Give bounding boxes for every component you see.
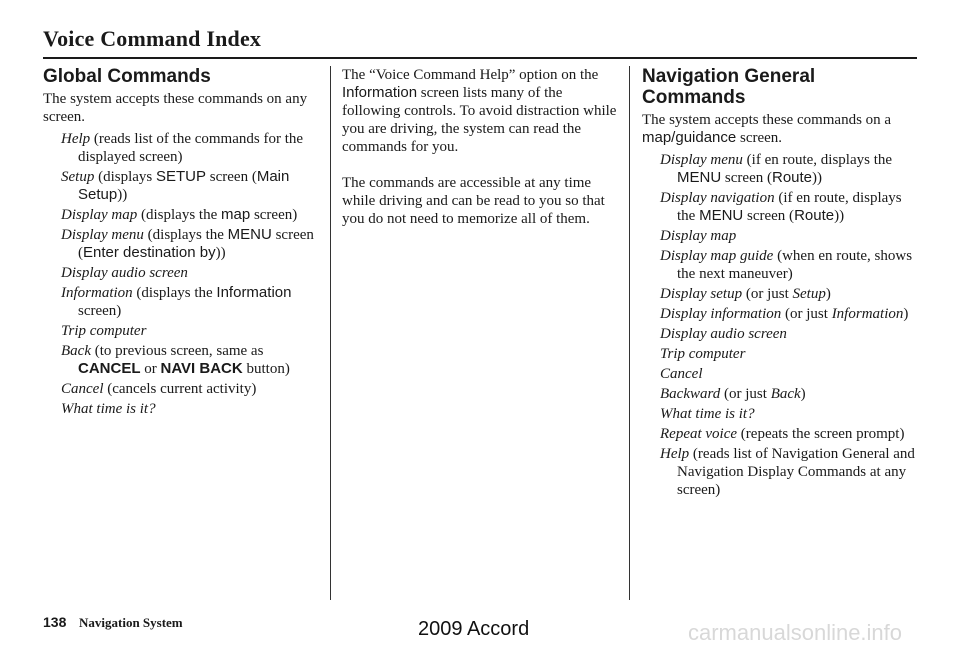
global-commands-list [43, 130, 323, 418]
command-item [642, 151, 918, 187]
text-run: screen ( [743, 208, 795, 224]
navigation-commands-list [642, 151, 918, 499]
command-item [642, 227, 918, 245]
command-name: What time is it? [61, 401, 156, 417]
text-run: The “Voice Command Help” option on the [342, 67, 599, 83]
text-run: )) [834, 208, 845, 224]
command-name: Trip computer [660, 346, 746, 362]
command-alias: Information [831, 306, 904, 322]
model-watermark: 2009 Accord [418, 618, 530, 640]
command-alias: Setup [792, 286, 826, 302]
text-run: (reads list of Navigation General and Navigation Display Commands at any screen) [677, 446, 915, 498]
text-run: The system accepts these commands on a [642, 112, 892, 128]
global-commands-column [43, 66, 323, 420]
text-run: (reads list of the commands for the displayed screen) [78, 131, 304, 165]
text-run: screen ( [78, 227, 314, 261]
command-item [43, 284, 323, 320]
command-item [642, 189, 918, 225]
command-name: Trip computer [61, 323, 147, 339]
command-name: Display setup [660, 286, 743, 302]
text-run: (displays the [143, 227, 228, 243]
command-item [642, 405, 918, 423]
screen-name: Main Setup [78, 168, 290, 203]
command-item [642, 385, 918, 403]
button-name: NAVI BACK [160, 360, 243, 377]
command-item [43, 342, 323, 378]
help-text-column [342, 66, 618, 246]
site-watermark: carmanualsonline.info [688, 620, 903, 645]
command-item [43, 264, 323, 282]
text-run: screen ( [206, 169, 257, 185]
text-run: )) [117, 187, 128, 203]
command-item [642, 325, 918, 343]
command-item [43, 168, 323, 204]
accessibility-paragraph [342, 174, 618, 228]
command-item [642, 345, 918, 363]
screen-name: Enter destination by [83, 244, 216, 261]
global-commands-heading: Global Commands [43, 66, 211, 87]
command-name: Display map guide [660, 248, 774, 264]
command-name: Display menu [61, 227, 144, 243]
command-name: Display map [660, 228, 737, 244]
command-item [43, 226, 323, 262]
command-item [642, 445, 918, 499]
navigation-commands-heading [642, 66, 918, 108]
command-name: Help [61, 131, 91, 147]
command-name: Display information [660, 306, 782, 322]
button-name: CANCEL [78, 360, 141, 377]
text-run: ) [903, 306, 909, 322]
command-item [642, 285, 918, 303]
command-item [642, 365, 918, 383]
command-item [642, 247, 918, 283]
command-name: Cancel [660, 366, 703, 382]
text-run: (or just [742, 286, 793, 302]
text-run: (cancels current activity) [103, 381, 257, 397]
screen-name: Information [342, 84, 418, 101]
global-commands-intro: The system accepts these commands on any screen. [43, 91, 308, 125]
command-name: Backward [660, 386, 721, 402]
text-run: (if en route, displays the [677, 190, 902, 224]
navigation-heading-line2: Commands [642, 87, 746, 108]
screen-name: MENU [699, 207, 744, 224]
text-run: (to previous screen, same as [90, 343, 264, 359]
navigation-heading-line1: Navigation General [642, 66, 816, 87]
text-run: or [140, 361, 161, 377]
text-run: (if en route, displays the [742, 152, 893, 168]
text-run: (or just [781, 306, 832, 322]
screen-name: MENU [227, 226, 272, 243]
text-run: (or just [720, 386, 771, 402]
text-run: (displays the [137, 207, 221, 223]
column-divider [629, 66, 630, 600]
command-item [43, 206, 323, 224]
text-run: screen ( [721, 170, 772, 186]
text-run: (displays the [132, 285, 217, 301]
command-name: Display map [61, 207, 138, 223]
command-name: Repeat voice [660, 426, 738, 442]
footer-label: Navigation System [79, 615, 183, 630]
text-run: ) [825, 286, 831, 302]
text-run: ) [800, 386, 806, 402]
page-number: 138 [43, 614, 67, 630]
command-item [43, 322, 323, 340]
text-run: )) [215, 245, 226, 261]
command-item [43, 380, 323, 398]
command-name: Display navigation [660, 190, 775, 206]
command-item [642, 305, 918, 323]
command-name: Cancel [61, 381, 104, 397]
command-name: Display menu [660, 152, 743, 168]
command-name: What time is it? [660, 406, 755, 422]
column-divider [330, 66, 331, 600]
command-alias: Back [770, 386, 801, 402]
command-name: Back [61, 343, 91, 359]
navigation-commands-column [642, 66, 918, 501]
text-run: screen. [736, 130, 783, 146]
text-run: button) [242, 361, 290, 377]
text-run: )) [812, 170, 823, 186]
command-name: Display audio screen [660, 326, 787, 342]
screen-name: map/guidance [642, 129, 737, 146]
command-name: Setup [61, 169, 95, 185]
title-rule [43, 57, 917, 59]
text-run: screen) [78, 303, 122, 319]
command-name: Display audio screen [61, 265, 188, 281]
command-name: Help [660, 446, 690, 462]
text-run: screen) [250, 207, 298, 223]
text-run: The commands are accessible at any time while driving and can be read to you so that you do not need to memorize all of them. [342, 175, 605, 227]
page-title: Voice Command Index [43, 26, 262, 51]
screen-name: map [221, 206, 251, 223]
voice-help-paragraph [342, 66, 618, 156]
screen-name: Information [216, 284, 292, 301]
command-item [43, 130, 323, 166]
navigation-commands-intro [642, 111, 918, 147]
command-item [642, 425, 918, 443]
text-run: (displays [94, 169, 156, 185]
screen-name: SETUP [156, 168, 207, 185]
text-run: (when en route, shows the next maneuver) [677, 248, 913, 282]
text-run: (repeats the screen prompt) [737, 426, 905, 442]
command-name: Information [61, 285, 133, 301]
command-item [43, 400, 323, 418]
screen-name: Route [794, 207, 835, 224]
screen-name: MENU [677, 169, 722, 186]
screen-name: Route [771, 169, 813, 186]
text-run: screen lists many of the following controls. To avoid distraction while you are driving, the system can read the commands for you. [342, 85, 617, 155]
